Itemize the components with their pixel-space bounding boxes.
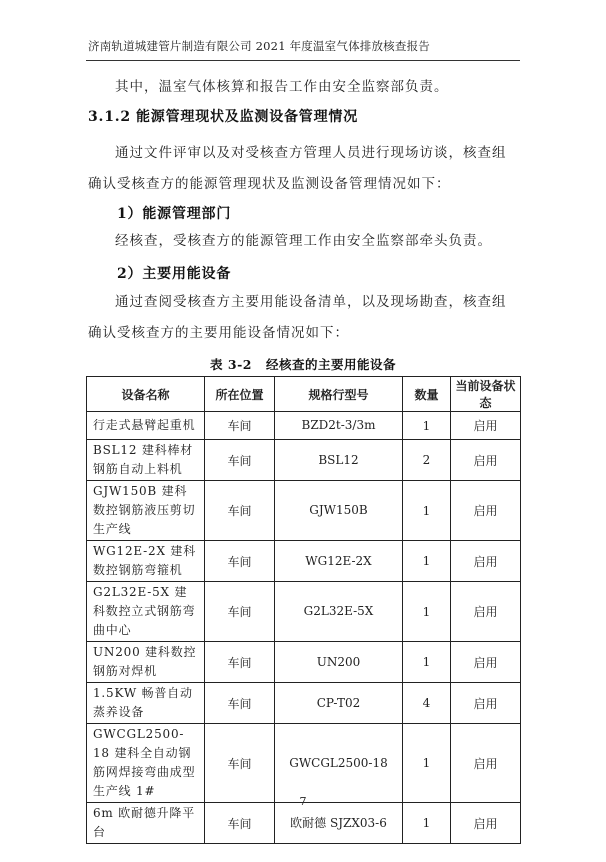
cell-quantity: 1 — [403, 642, 451, 683]
page-number: 7 — [299, 795, 307, 808]
table-caption-title: 经核查的主要用能设备 — [265, 357, 396, 372]
cell-equipment-name: UN200 建科数控钢筋对焊机 — [87, 642, 205, 683]
cell-equipment-name: G2L32E-5X 建科数控立式钢筋弯曲中心 — [87, 582, 205, 642]
section-number: 3.1.2 — [88, 109, 131, 125]
header-location: 所在位置 — [205, 377, 275, 412]
cell-location: 车间 — [205, 412, 275, 440]
table-row — [87, 724, 521, 803]
cell-status: 启用 — [451, 541, 521, 582]
intro-paragraph: 其中，温室气体核算和报告工作由安全监察部负责。 — [115, 79, 449, 95]
cell-quantity: 1 — [403, 412, 451, 440]
table-row — [87, 582, 521, 642]
cell-equipment-name: 6m 欧耐德升降平台 — [87, 803, 205, 844]
cell-equipment-name: 行走式悬臂起重机 — [87, 412, 205, 440]
section-paragraph: 通过文件评审以及对受核查方管理人员进行现场访谈，核查组确认受核查方的能源管理现状及监测设备管理情况如下： — [88, 145, 507, 192]
cell-quantity: 1 — [403, 541, 451, 582]
table-row — [87, 440, 521, 481]
subheading-main-equipment: 2）主要用能设备 — [117, 266, 232, 282]
cell-specification: BZD2t-3/3m — [275, 412, 403, 440]
header-quantity: 数量 — [403, 377, 451, 412]
table-row — [87, 412, 521, 440]
cell-location: 车间 — [205, 642, 275, 683]
table-row — [87, 541, 521, 582]
cell-status: 启用 — [451, 683, 521, 724]
cell-status: 启用 — [451, 440, 521, 481]
section-title: 能源管理现状及监测设备管理情况 — [136, 109, 358, 125]
table-row — [87, 683, 521, 724]
section-heading — [88, 106, 358, 126]
main-equipment-paragraph: 通过查阅受核查方主要用能设备清单，以及现场勘查，核查组确认受核查方的主要用能设备情况如下： — [88, 294, 507, 341]
cell-status: 启用 — [451, 724, 521, 803]
cell-location: 车间 — [205, 582, 275, 642]
cell-specification: UN200 — [275, 642, 403, 683]
cell-specification: WG12E-2X — [275, 541, 403, 582]
header-status: 当前设备状态 — [451, 377, 521, 412]
cell-quantity: 1 — [403, 582, 451, 642]
cell-equipment-name: GWCGL2500-18 建科全自动钢筋网焊接弯曲成型生产线 1# — [87, 724, 205, 803]
cell-location: 车间 — [205, 541, 275, 582]
header-divider — [86, 60, 520, 61]
cell-specification: GJW150B — [275, 481, 403, 541]
cell-specification: BSL12 — [275, 440, 403, 481]
cell-specification: G2L32E-5X — [275, 582, 403, 642]
subheading-energy-department: 1）能源管理部门 — [117, 206, 232, 222]
cell-status: 启用 — [451, 642, 521, 683]
table-row — [87, 642, 521, 683]
page-header: 济南轨道城建管片制造有限公司 2021 年度温室气体排放核查报告 — [88, 39, 430, 53]
cell-location: 车间 — [205, 803, 275, 844]
cell-quantity: 1 — [403, 724, 451, 803]
cell-specification: 欧耐德 SJZX03-6 — [275, 803, 403, 844]
cell-status: 启用 — [451, 803, 521, 844]
table-caption-label: 表 3-2 — [210, 357, 252, 372]
cell-quantity: 2 — [403, 440, 451, 481]
cell-location: 车间 — [205, 440, 275, 481]
cell-equipment-name: 1.5KW 畅普自动蒸养设备 — [87, 683, 205, 724]
cell-quantity: 1 — [403, 481, 451, 541]
cell-location: 车间 — [205, 481, 275, 541]
cell-status: 启用 — [451, 481, 521, 541]
header-specification: 规格行型号 — [275, 377, 403, 412]
energy-department-paragraph: 经核查，受核查方的能源管理工作由安全监察部牵头负责。 — [115, 233, 492, 249]
table-header-row — [87, 377, 521, 412]
cell-location: 车间 — [205, 683, 275, 724]
equipment-table — [86, 376, 521, 844]
cell-quantity: 4 — [403, 683, 451, 724]
cell-equipment-name: BSL12 建科棒材钢筋自动上料机 — [87, 440, 205, 481]
cell-location: 车间 — [205, 724, 275, 803]
cell-specification: GWCGL2500-18 — [275, 724, 403, 803]
cell-equipment-name: GJW150B 建科数控钢筋液压剪切生产线 — [87, 481, 205, 541]
cell-equipment-name: WG12E-2X 建科数控钢筋弯箍机 — [87, 541, 205, 582]
cell-specification: CP-T02 — [275, 683, 403, 724]
header-equipment-name: 设备名称 — [87, 377, 205, 412]
table-row — [87, 481, 521, 541]
cell-status: 启用 — [451, 412, 521, 440]
table-row — [87, 803, 521, 844]
cell-status: 启用 — [451, 582, 521, 642]
cell-quantity: 1 — [403, 803, 451, 844]
table-caption — [0, 355, 606, 373]
